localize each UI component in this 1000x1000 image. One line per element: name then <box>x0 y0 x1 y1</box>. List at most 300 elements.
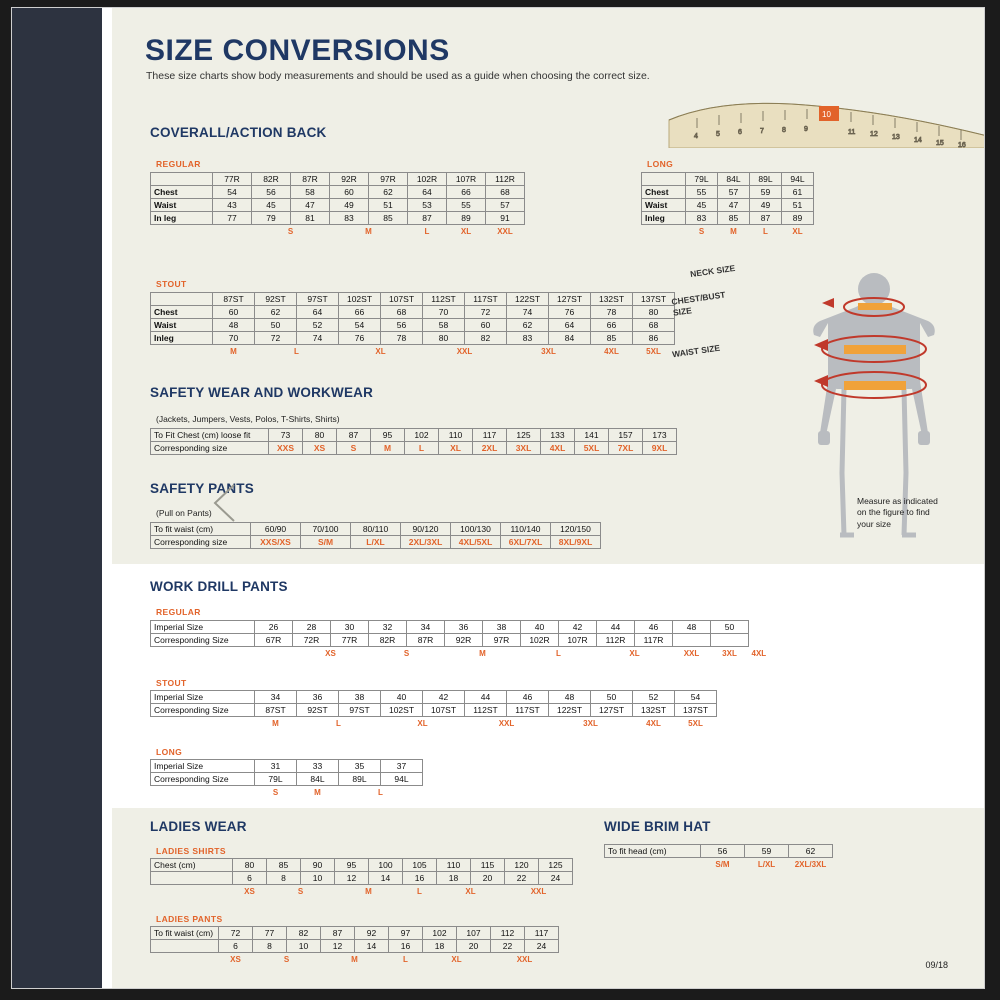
table-cell: 70/100 <box>301 523 351 536</box>
table-cell: 45 <box>686 199 718 212</box>
tape-measure-icon <box>667 98 984 148</box>
table-cell: M <box>272 718 279 728</box>
table-cell: 115 <box>471 859 505 872</box>
table-cell: 117ST <box>465 293 507 306</box>
document-page <box>12 8 984 988</box>
table-cell: 133 <box>541 429 575 442</box>
table-cell: 64 <box>297 306 339 319</box>
table-cell: 22 <box>491 940 525 953</box>
table-cell: 24 <box>539 872 573 885</box>
table-cell: 64 <box>408 186 447 199</box>
table-cell: 83 <box>507 332 549 345</box>
table-cell: L <box>405 442 439 455</box>
table-cell: 59 <box>745 845 789 858</box>
table-row <box>642 199 814 212</box>
table-cell: S <box>283 954 290 964</box>
table-cell: 112ST <box>465 704 507 717</box>
table-row <box>151 429 677 442</box>
table-cell: 38 <box>483 621 521 634</box>
table-cell: 173 <box>643 429 677 442</box>
table-cell: 102 <box>423 927 457 940</box>
table-cell: 8XL/9XL <box>551 536 601 549</box>
table-coverall-regular <box>150 172 525 238</box>
table-row <box>151 786 423 799</box>
subhead-ladies-pants: LADIES PANTS <box>156 914 223 924</box>
table-cell: 35 <box>339 760 381 773</box>
table-cell: 94L <box>782 173 814 186</box>
table-cell: 62 <box>789 845 833 858</box>
table-cell <box>213 225 252 238</box>
table-cell: 102R <box>408 173 447 186</box>
section-title-ladies: LADIES WEAR <box>150 819 247 834</box>
table-cell: L <box>378 787 383 797</box>
svg-text:14: 14 <box>914 137 922 144</box>
table-cell: 80 <box>423 332 465 345</box>
table-cell: XL <box>460 226 472 236</box>
table-cell: 4XL/5XL <box>451 536 501 549</box>
table-cell: 52 <box>297 319 339 332</box>
table-cell: 42 <box>559 621 597 634</box>
table-drill-long <box>150 759 423 799</box>
table-coverall-long <box>641 172 814 238</box>
table-cell: 52 <box>633 691 675 704</box>
table-cell: 7XL <box>609 442 643 455</box>
table-cell: XS <box>303 442 337 455</box>
table-cell: L/XL <box>757 859 776 869</box>
table-row <box>151 859 573 872</box>
table-cell: 120/150 <box>551 523 601 536</box>
table-cell <box>255 647 293 660</box>
page-spine <box>12 8 102 988</box>
table-row <box>151 704 717 717</box>
table-cell: 95 <box>335 859 369 872</box>
table-cell: 89 <box>447 212 486 225</box>
table-row <box>151 885 573 898</box>
table-cell: 77 <box>213 212 252 225</box>
table-cell: L <box>403 954 408 964</box>
table-row <box>151 199 525 212</box>
table-cell: 56 <box>252 186 291 199</box>
row-label: Imperial Size <box>151 621 255 634</box>
subhead-ladies-shirts: LADIES SHIRTS <box>156 846 226 856</box>
table-cell: 60 <box>465 319 507 332</box>
table-cell: 102R <box>521 634 559 647</box>
section-title-hat: WIDE BRIM HAT <box>604 819 711 834</box>
table-cell: L <box>294 346 299 356</box>
table-cell: L <box>417 886 422 896</box>
svg-text:13: 13 <box>892 134 900 141</box>
table-cell: M <box>479 648 486 658</box>
svg-text:8: 8 <box>782 127 786 134</box>
table-cell: 125 <box>507 429 541 442</box>
table-cell: 54 <box>675 691 717 704</box>
table-cell: XXS <box>269 442 303 455</box>
table-cell: 76 <box>339 332 381 345</box>
table-cell: 64 <box>549 319 591 332</box>
table-cell: XL <box>629 648 640 658</box>
table-cell: 90/120 <box>401 523 451 536</box>
table-cell: 51 <box>369 199 408 212</box>
table-cell: 78 <box>381 332 423 345</box>
row-label: To Fit Chest (cm) loose fit <box>151 429 269 442</box>
table-cell: 107ST <box>381 293 423 306</box>
table-cell: S <box>272 787 279 797</box>
table-cell: 141 <box>575 429 609 442</box>
table-cell: 117 <box>525 927 559 940</box>
table-cell: 54 <box>339 319 381 332</box>
row-label <box>151 953 219 966</box>
table-row <box>151 319 675 332</box>
table-cell: 56 <box>381 319 423 332</box>
table-cell: XXL <box>516 954 533 964</box>
table-cell: 86 <box>633 332 675 345</box>
table-cell: 44 <box>465 691 507 704</box>
subhead-drill-stout: STOUT <box>156 678 187 688</box>
table-cell: 112ST <box>423 293 465 306</box>
table-cell: 40 <box>381 691 423 704</box>
table-cell: 83 <box>686 212 718 225</box>
table-cell: 80/110 <box>351 523 401 536</box>
table-cell: 68 <box>381 306 423 319</box>
table-cell: M <box>314 787 321 797</box>
table-cell: 80 <box>233 859 267 872</box>
subhead-coverall-regular: REGULAR <box>156 159 201 169</box>
row-label <box>151 293 213 306</box>
row-label: Corresponding size <box>151 536 251 549</box>
table-cell: 66 <box>447 186 486 199</box>
row-label <box>151 885 233 898</box>
table-cell: S/M <box>301 536 351 549</box>
table-row <box>151 173 525 186</box>
table-cell: M <box>371 442 405 455</box>
table-cell: 92R <box>330 173 369 186</box>
subhead-drill-long: LONG <box>156 747 183 757</box>
figure-note: Measure as indicated on the figure to find your size <box>857 496 938 529</box>
content-area <box>112 8 984 988</box>
table-cell: 137ST <box>633 293 675 306</box>
table-cell: 80 <box>633 306 675 319</box>
table-cell: 8 <box>267 872 301 885</box>
figure-label-neck: NECK SIZE <box>689 262 736 280</box>
table-cell: 3XL <box>583 718 598 728</box>
table-cell: 89L <box>339 773 381 786</box>
table-cell: 157 <box>609 429 643 442</box>
svg-text:12: 12 <box>870 131 878 138</box>
table-cell: 14 <box>355 940 389 953</box>
table-cell: 10 <box>287 940 321 953</box>
table-cell: 43 <box>213 199 252 212</box>
table-cell: 6 <box>219 940 253 953</box>
table-cell: 57 <box>718 186 750 199</box>
page-spine-gap <box>102 8 112 988</box>
table-cell: 2XL/3XL <box>794 859 827 869</box>
table-cell: S <box>297 886 304 896</box>
table-cell: 70 <box>423 306 465 319</box>
table-cell: XS <box>325 648 336 658</box>
table-cell: 107R <box>447 173 486 186</box>
section-title-work-drill: WORK DRILL PANTS <box>150 579 288 594</box>
table-cell: 5XL <box>646 346 661 356</box>
table-cell: XXL <box>498 718 515 728</box>
table-cell: 5XL <box>575 442 609 455</box>
table-cell: M <box>230 346 237 356</box>
note-safety-wear: (Jackets, Jumpers, Vests, Polos, T-Shirts, Shirts) <box>156 414 340 424</box>
table-cell: L/XL <box>351 536 401 549</box>
table-cell: 72 <box>465 306 507 319</box>
table-cell: 3XL <box>541 346 556 356</box>
table-cell: 85 <box>369 212 408 225</box>
table-cell: 84L <box>297 773 339 786</box>
table-cell: 97R <box>483 634 521 647</box>
table-cell: 89 <box>782 212 814 225</box>
row-label: Corresponding Size <box>151 704 255 717</box>
table-row <box>151 332 675 345</box>
table-cell: 137ST <box>675 704 717 717</box>
table-cell: 4XL <box>646 718 661 728</box>
table-row <box>151 717 717 730</box>
table-cell: 12 <box>335 872 369 885</box>
table-cell: 56 <box>701 845 745 858</box>
row-label <box>151 345 213 358</box>
table-cell: 36 <box>297 691 339 704</box>
table-row <box>151 773 423 786</box>
table-row <box>151 523 601 536</box>
table-cell: 125 <box>539 859 573 872</box>
table-cell: 6XL/7XL <box>501 536 551 549</box>
table-cell: L <box>336 718 341 728</box>
table-cell: L <box>556 648 561 658</box>
table-cell: 55 <box>686 186 718 199</box>
table-row <box>642 225 814 238</box>
table-cell: 48 <box>549 691 591 704</box>
table-cell: 87R <box>291 173 330 186</box>
table-cell: XL <box>375 346 386 356</box>
section-title-safety-wear: SAFETY WEAR AND WORKWEAR <box>150 385 374 400</box>
row-label <box>151 786 255 799</box>
table-row <box>151 927 559 940</box>
row-label: To fit waist (cm) <box>151 927 219 940</box>
table-cell: 132ST <box>633 704 675 717</box>
table-row <box>151 647 770 660</box>
table-cell: 66 <box>591 319 633 332</box>
table-cell: 82R <box>252 173 291 186</box>
table-cell: XXL <box>683 648 700 658</box>
table-cell: 10 <box>301 872 335 885</box>
table-cell: 42 <box>423 691 465 704</box>
table-cell: 87 <box>337 429 371 442</box>
table-cell: 9XL <box>643 442 677 455</box>
svg-text:4: 4 <box>694 133 698 140</box>
table-cell: 38 <box>339 691 381 704</box>
table-cell: 117 <box>473 429 507 442</box>
table-cell: 47 <box>291 199 330 212</box>
table-cell: XS <box>230 954 241 964</box>
table-cell: 74 <box>297 332 339 345</box>
table-cell: XL <box>465 886 476 896</box>
row-label <box>151 647 255 660</box>
table-safety-pants <box>150 522 601 549</box>
table-cell: 62 <box>369 186 408 199</box>
table-cell: 94L <box>381 773 423 786</box>
table-coverall-stout <box>150 292 675 358</box>
table-safety-wear <box>150 428 677 455</box>
table-cell: 50 <box>591 691 633 704</box>
table-cell: XL <box>439 442 473 455</box>
table-cell: 117R <box>635 634 673 647</box>
table-cell: 92R <box>445 634 483 647</box>
table-cell: 28 <box>293 621 331 634</box>
table-cell: 60/90 <box>251 523 301 536</box>
row-label: To fit waist (cm) <box>151 523 251 536</box>
table-ladies-shirts <box>150 858 573 898</box>
table-cell: 58 <box>423 319 465 332</box>
table-cell: 120 <box>505 859 539 872</box>
table-cell: 74 <box>507 306 549 319</box>
table-cell: 32 <box>369 621 407 634</box>
table-cell: S <box>403 648 410 658</box>
table-cell: 110 <box>437 859 471 872</box>
table-cell: 59 <box>750 186 782 199</box>
table-cell: 97ST <box>339 704 381 717</box>
table-cell: 4XL <box>604 346 619 356</box>
table-cell: 72 <box>255 332 297 345</box>
section-title-coverall: COVERALL/ACTION BACK <box>150 125 327 140</box>
table-cell: 77R <box>331 634 369 647</box>
table-cell: 79 <box>252 212 291 225</box>
table-cell: 44 <box>597 621 635 634</box>
table-cell: XXL <box>497 226 513 236</box>
table-cell: 46 <box>635 621 673 634</box>
table-row <box>151 306 675 319</box>
row-label: Waist <box>151 199 213 212</box>
table-row <box>642 173 814 186</box>
figure-label-chest: CHEST/BUST SIZE <box>670 289 726 318</box>
section-title-safety-pants: SAFETY PANTS <box>150 481 254 496</box>
table-cell: 24 <box>525 940 559 953</box>
row-label: Chest <box>151 306 213 319</box>
table-cell: 87 <box>408 212 447 225</box>
table-cell: 82 <box>465 332 507 345</box>
table-cell: 92ST <box>297 704 339 717</box>
table-cell: 80 <box>303 429 337 442</box>
table-cell: 50 <box>711 621 749 634</box>
table-cell: 47 <box>718 199 750 212</box>
table-cell <box>711 634 749 647</box>
table-cell: 40 <box>521 621 559 634</box>
table-cell: 112R <box>597 634 635 647</box>
table-cell: 87ST <box>255 704 297 717</box>
table-cell: 92ST <box>255 293 297 306</box>
table-cell: 5XL <box>688 718 703 728</box>
table-cell: XL <box>451 954 462 964</box>
table-cell: XL <box>792 226 803 236</box>
table-cell: 37 <box>381 760 423 773</box>
table-cell: 102 <box>405 429 439 442</box>
table-cell: 31 <box>255 760 297 773</box>
row-label <box>151 717 255 730</box>
table-cell: 68 <box>486 186 525 199</box>
table-cell: XXL <box>530 886 547 896</box>
table-cell: 85 <box>591 332 633 345</box>
table-cell: 62 <box>255 306 297 319</box>
table-row <box>151 212 525 225</box>
table-cell: 84L <box>718 173 750 186</box>
page-title: SIZE CONVERSIONS <box>145 34 450 67</box>
table-row <box>605 845 833 858</box>
table-cell: 79L <box>255 773 297 786</box>
table-cell: 45 <box>252 199 291 212</box>
table-row <box>605 858 833 871</box>
svg-text:6: 6 <box>738 129 742 136</box>
table-cell: 46 <box>507 691 549 704</box>
table-cell: 26 <box>255 621 293 634</box>
table-cell: 83 <box>330 212 369 225</box>
row-label <box>151 872 233 885</box>
table-drill-stout <box>150 690 717 730</box>
table-cell: 16 <box>403 872 437 885</box>
table-row <box>642 186 814 199</box>
table-row <box>151 621 770 634</box>
row-label: Chest <box>642 186 686 199</box>
table-cell: 53 <box>408 199 447 212</box>
table-cell: 36 <box>445 621 483 634</box>
table-cell: 122ST <box>507 293 549 306</box>
row-label <box>151 173 213 186</box>
table-cell: 82R <box>369 634 407 647</box>
table-cell: 14 <box>369 872 403 885</box>
table-ladies-pants <box>150 926 559 966</box>
table-row <box>151 293 675 306</box>
table-cell: S/M <box>715 859 730 869</box>
row-label: Chest (cm) <box>151 859 233 872</box>
table-cell: 79L <box>686 173 718 186</box>
row-label <box>151 225 213 238</box>
table-cell: 85 <box>718 212 750 225</box>
table-cell: 84 <box>549 332 591 345</box>
table-cell: 3XL <box>722 648 737 658</box>
table-row <box>151 536 601 549</box>
table-row <box>151 953 559 966</box>
table-cell: 20 <box>471 872 505 885</box>
table-row <box>151 345 675 358</box>
table-cell: L <box>763 226 768 236</box>
table-cell: 18 <box>423 940 457 953</box>
svg-text:7: 7 <box>760 128 764 135</box>
table-cell: 77R <box>213 173 252 186</box>
table-cell: 4XL <box>541 442 575 455</box>
table-cell: 110 <box>439 429 473 442</box>
table-cell: 90 <box>301 859 335 872</box>
table-cell: 102ST <box>381 704 423 717</box>
table-cell: 82 <box>287 927 321 940</box>
table-cell: 49 <box>330 199 369 212</box>
table-row <box>151 634 770 647</box>
table-cell: 112R <box>486 173 525 186</box>
table-cell: 87R <box>407 634 445 647</box>
table-cell: 61 <box>782 186 814 199</box>
table-cell: 58 <box>291 186 330 199</box>
table-cell: 127ST <box>549 293 591 306</box>
table-cell: 68 <box>633 319 675 332</box>
table-cell: 73 <box>269 429 303 442</box>
table-cell: 95 <box>371 429 405 442</box>
row-label: Corresponding Size <box>151 773 255 786</box>
table-cell: 57 <box>486 199 525 212</box>
table-cell: 6 <box>233 872 267 885</box>
svg-text:5: 5 <box>716 131 720 138</box>
table-cell: 89L <box>750 173 782 186</box>
table-cell: 107 <box>457 927 491 940</box>
